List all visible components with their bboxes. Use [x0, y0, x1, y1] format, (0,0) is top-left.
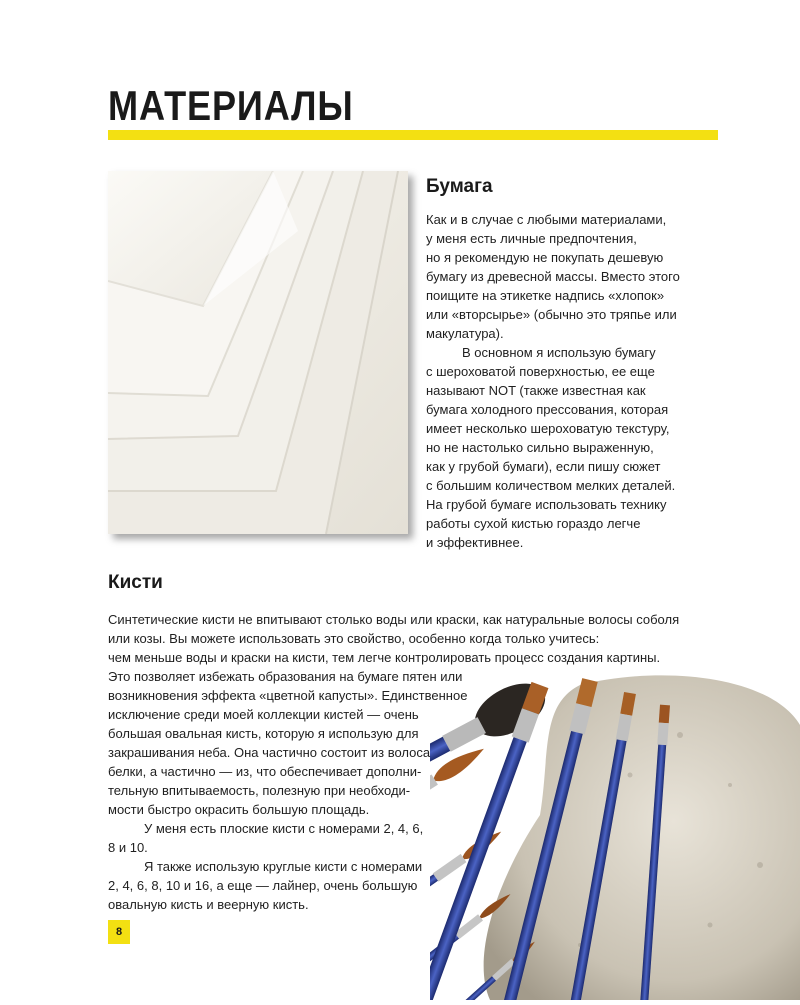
brushes-body-text [108, 610, 708, 914]
paper-body-text [426, 210, 726, 552]
paper-paragraph: В основном я использую бумагу с шероховатой поверхностью, ее еще называют NOT (также известная как бумага холодного прессования, которая имеет несколько шероховатую текстуру, но не настолько сильно выраженную, как у грубой бумаги), если пишу сюжет с большим количеством мелких деталей. На грубой бумаге использовать технику работы сухой кистью гораздо легче и эффективнее. [426, 345, 676, 550]
paper-sheets-illustration [108, 171, 408, 534]
page-title: МАТЕРИАЛЫ [108, 82, 354, 129]
brushes-heading: Кисти [108, 572, 163, 593]
page-number: 8 [108, 920, 130, 944]
brushes-paragraph: Я также использую круглые кисти с номерами 2, 4, 6, 8, 10 и 16, а еще — лайнер, очень большую овальную кисть и веерную кисть. [108, 859, 423, 912]
brushes-paragraph: Синтетические кисти не впитывают столько воды или краски, как натуральные волосы соболя или козы. Вы можете использовать это свойство, особенно когда только учитесь: чем меньше воды и краски на кисти, тем легче контролировать процесс создания картины. Это позволяет избежать образования на бумаге пятен или возникновения эффекта «цветной капусты». Единственное исключение среди моей коллекции кистей — очень большая овальная кисть, которую я использую для закрашивания неба. Она частично состоит из волоса белки, а частично — из, что обеспечивает дополни- тельную впитываемость, полезную при необходи- мости быстро окрасить большую площадь. [108, 612, 680, 817]
paper-paragraph: Как и в случае с любыми материалами, у меня есть личные предпочтения, но я рекомендую не покупать дешевую бумагу из древесной массы. Вместо этого поищите на этикетке надпись «хлопок» или «вторсырье» (обычно это тряпье или макулатура). [426, 212, 680, 341]
title-underline-bar [108, 130, 718, 140]
paper-sheets-photo [108, 171, 408, 534]
brushes-paragraph: У меня есть плоские кисти с номерами 2, 4, 6, 8 и 10. [108, 821, 424, 855]
paper-heading: Бумага [426, 176, 493, 197]
